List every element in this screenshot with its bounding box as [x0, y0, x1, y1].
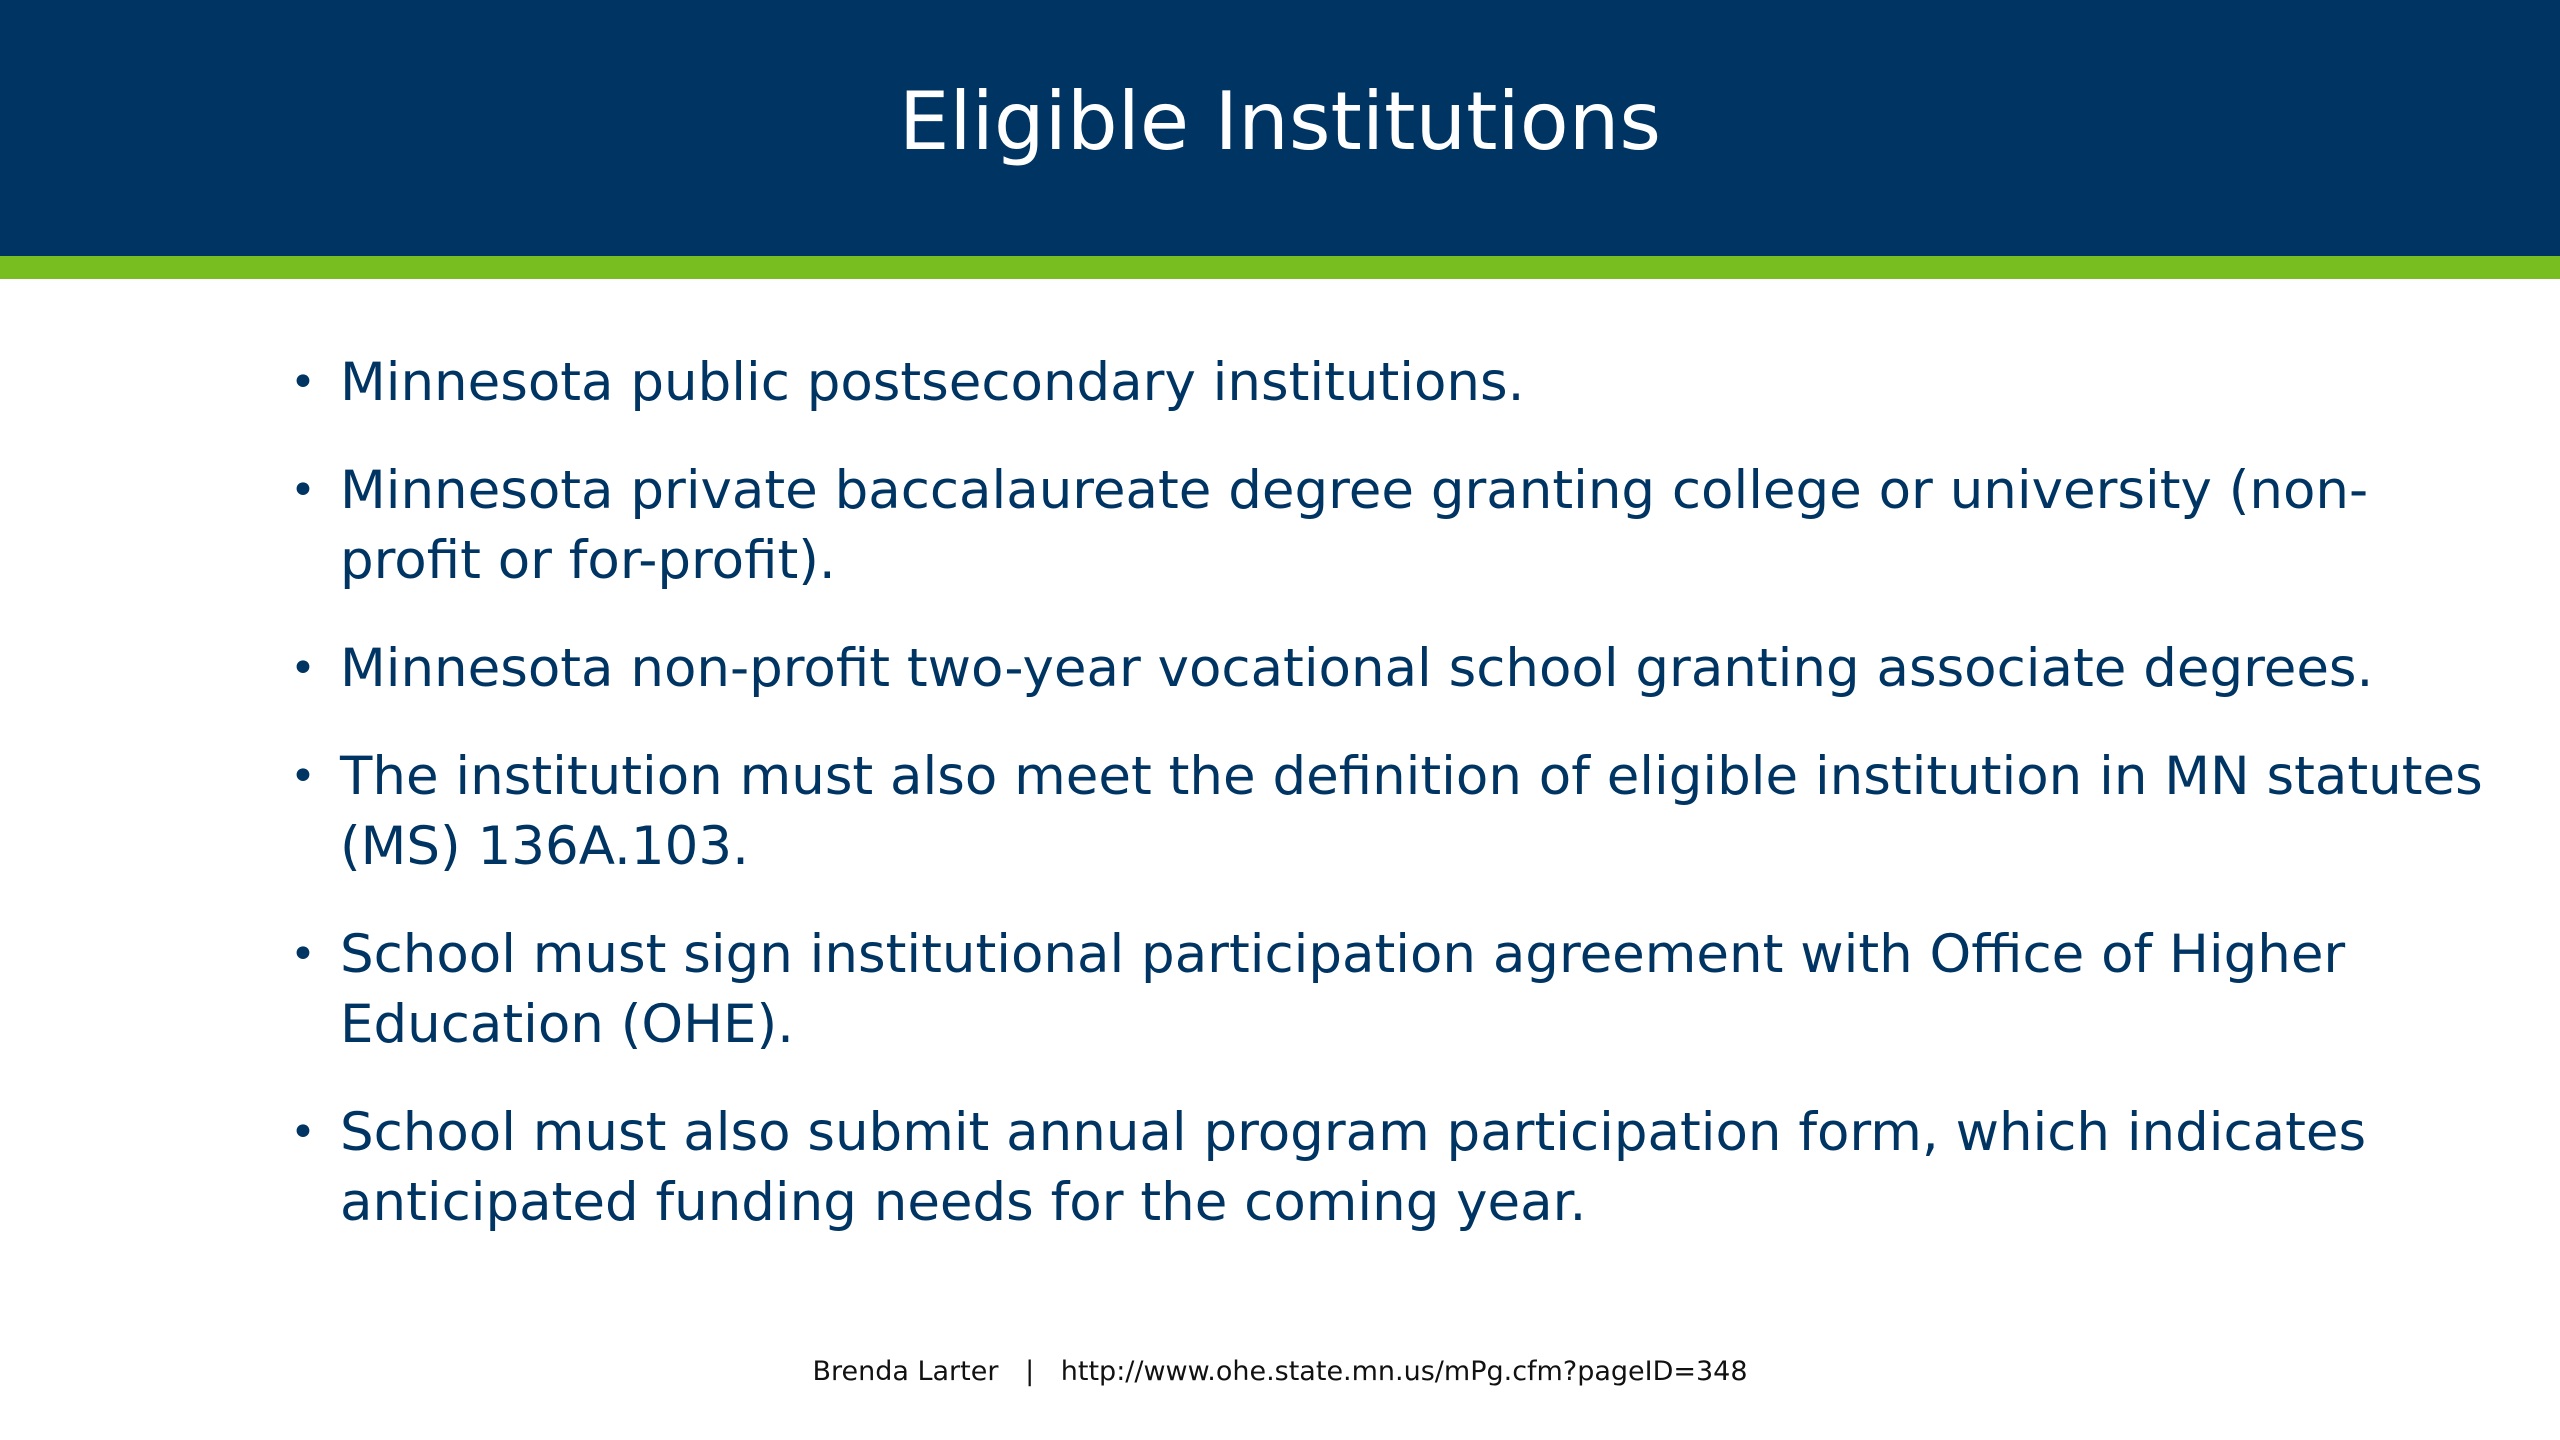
bullet-item: [290, 742, 2490, 882]
bullet-text: Minnesota public postsecondary institutions.: [340, 352, 1525, 413]
bullet-text: School must sign institutional participation agreement with Office of Higher Education (OHE).: [340, 924, 2346, 1055]
title-banner: [0, 0, 2560, 256]
bullet-text: The institution must also meet the definition of eligible institution in MN statutes (MS) 136A.103.: [340, 746, 2483, 877]
footer: [0, 1352, 2560, 1392]
bullet-item: [290, 348, 2490, 418]
bullet-list: [290, 348, 2490, 1276]
bullet-dot-icon: •: [290, 1107, 316, 1158]
footer-author: Brenda Larter: [812, 1356, 999, 1387]
bullet-item: [290, 920, 2490, 1060]
bullet-dot-icon: •: [290, 465, 316, 516]
bullet-item: [290, 1098, 2490, 1238]
footer-url: http://www.ohe.state.mn.us/mPg.cfm?pageID=348: [1060, 1356, 1748, 1387]
bullet-dot-icon: •: [290, 643, 316, 694]
bullet-dot-icon: •: [290, 751, 316, 802]
bullet-text: School must also submit annual program participation form, which indicates anticipated funding needs for the coming year.: [340, 1102, 2367, 1233]
bullet-dot-icon: •: [290, 929, 316, 980]
footer-separator: |: [1025, 1356, 1035, 1387]
accent-bar: [0, 256, 2560, 279]
bullet-item: [290, 456, 2490, 596]
bullet-text: Minnesota private baccalaureate degree granting college or university (non-profit or for-profit).: [340, 460, 2369, 591]
bullet-item: [290, 634, 2490, 704]
bullet-dot-icon: •: [290, 357, 316, 408]
bullet-text: Minnesota non-profit two-year vocational school granting associate degrees.: [340, 638, 2374, 699]
slide-title: Eligible Institutions: [898, 75, 1662, 168]
